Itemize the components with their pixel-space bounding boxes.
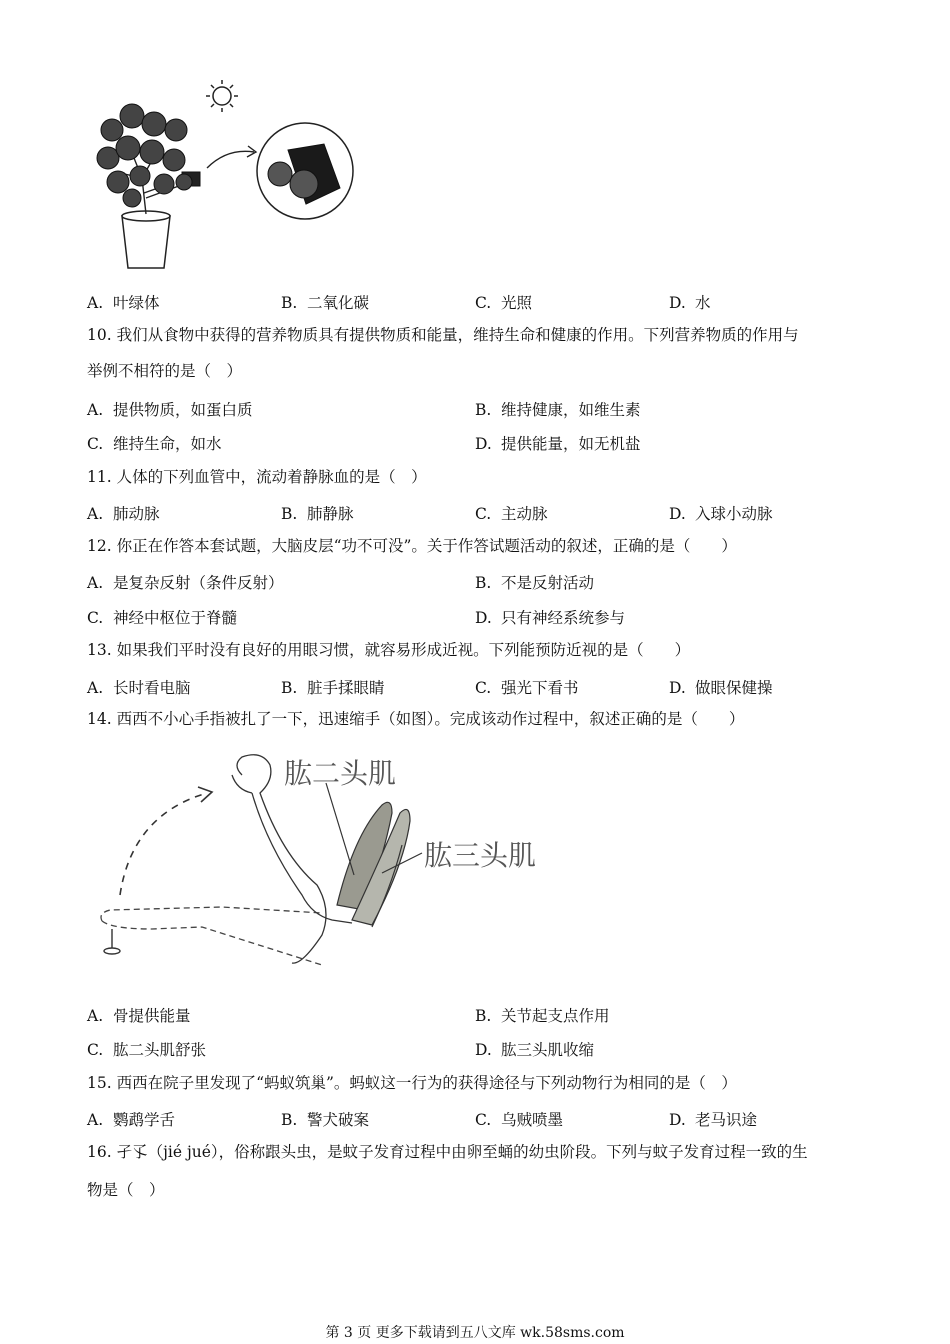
- q12-options-row2: [87, 606, 867, 626]
- sun-icon: [206, 80, 238, 112]
- q10-stem-line2: 举例不相符的是（ ）: [87, 362, 243, 380]
- q10-option-d[interactable]: D. 提供能量，如无机盐: [475, 435, 641, 453]
- biceps-label: 肱二头肌: [284, 758, 397, 789]
- q12-option-a[interactable]: A. 是复杂反射（条件反射）: [87, 574, 284, 592]
- q9-option-c[interactable]: C. 光照: [475, 294, 533, 312]
- pin-icon: [104, 929, 120, 954]
- q12-options-row1: [87, 571, 867, 591]
- q13-option-d[interactable]: D. 做眼保健操: [669, 679, 773, 697]
- q14-options-row2: [87, 1038, 867, 1058]
- q11-option-c[interactable]: C. 主动脉: [475, 505, 548, 523]
- q15-option-d[interactable]: D. 老马识途: [669, 1111, 758, 1129]
- q13-option-b[interactable]: B. 脏手揉眼睛: [281, 679, 385, 697]
- q10-option-b[interactable]: B. 维持健康，如维生素: [475, 401, 641, 419]
- q14-option-c[interactable]: C. 肱二头肌舒张: [87, 1041, 207, 1059]
- arm-muscle-figure: [92, 745, 562, 975]
- q16-stem-line1: 16. 孑孓（jié jué），俗称跟头虫，是蚊子发育过程中由卵至蛹的幼虫阶段。下列与蚊子发育过程一致的生: [87, 1143, 808, 1161]
- q9-option-a[interactable]: A. 叶绿体: [87, 294, 160, 312]
- q11-stem: 11. 人体的下列血管中，流动着静脉血的是（ ）: [87, 468, 427, 486]
- q15-option-b[interactable]: B. 警犬破案: [281, 1111, 370, 1129]
- arrow-icon: [207, 151, 254, 168]
- q14-option-a[interactable]: A. 骨提供能量: [87, 1007, 191, 1025]
- q11-options: [87, 502, 867, 522]
- q14-option-d[interactable]: D. 肱三头肌收缩: [475, 1041, 595, 1059]
- q10-options-row2: [87, 432, 867, 452]
- q14-options-row1: [87, 1004, 867, 1024]
- q13-option-a[interactable]: A. 长时看电脑: [87, 679, 191, 697]
- q15-option-a[interactable]: A. 鹦鹉学舌: [87, 1111, 176, 1129]
- flower-pot: [122, 216, 170, 268]
- q12-option-b[interactable]: B. 不是反射活动: [475, 574, 595, 592]
- q12-stem: 12. 你正在作答本套试题，大脑皮层“功不可没”。关于作答试题活动的叙述，正确的是（ ）: [87, 537, 737, 555]
- q14-option-b[interactable]: B. 关节起支点作用: [475, 1007, 610, 1025]
- q13-stem: 13. 如果我们平时没有良好的用眼习惯，就容易形成近视。下列能预防近视的是（ ）: [87, 641, 691, 659]
- q9-option-d[interactable]: D. 水: [669, 294, 711, 312]
- triceps-label: 肱三头肌: [424, 840, 537, 871]
- q10-option-a[interactable]: A. 提供物质，如蛋白质: [87, 401, 253, 419]
- q9-option-b[interactable]: B. 二氧化碳: [281, 294, 370, 312]
- q10-stem-line1: 10. 我们从食物中获得的营养物质具有提供物质和能量，维持生命和健康的作用。下列营养物质的作用与: [87, 326, 799, 344]
- motion-arrow: [120, 793, 207, 895]
- q9-options: [87, 291, 867, 311]
- q15-stem: 15. 西西在院子里发现了“蚂蚁筑巢”。蚂蚁这一行为的获得途径与下列动物行为相同的是（ ）: [87, 1074, 737, 1092]
- q10-options-row1: [87, 398, 867, 418]
- q13-options: [87, 676, 867, 696]
- q11-option-d[interactable]: D. 入球小动脉: [669, 505, 773, 523]
- q11-option-a[interactable]: A. 肺动脉: [87, 505, 160, 523]
- q15-option-c[interactable]: C. 乌贼喷墨: [475, 1111, 564, 1129]
- q11-option-b[interactable]: B. 肺静脉: [281, 505, 354, 523]
- q15-options: [87, 1108, 867, 1128]
- q12-option-d[interactable]: D. 只有神经系统参与: [475, 609, 626, 627]
- q13-option-c[interactable]: C. 强光下看书: [475, 679, 579, 697]
- q14-stem: 14. 西西不小心手指被扎了一下，迅速缩手（如图）。完成该动作过程中，叙述正确的是（ ）: [87, 710, 745, 728]
- plant-experiment-figure: [92, 78, 362, 273]
- q16-stem-line2: 物是（ ）: [87, 1181, 165, 1199]
- q12-option-c[interactable]: C. 神经中枢位于脊髓: [87, 609, 238, 627]
- q10-option-c[interactable]: C. 维持生命，如水: [87, 435, 222, 453]
- page-footer: 第 3 页 更多下载请到五八文库 wk.58sms.com: [325, 1325, 625, 1341]
